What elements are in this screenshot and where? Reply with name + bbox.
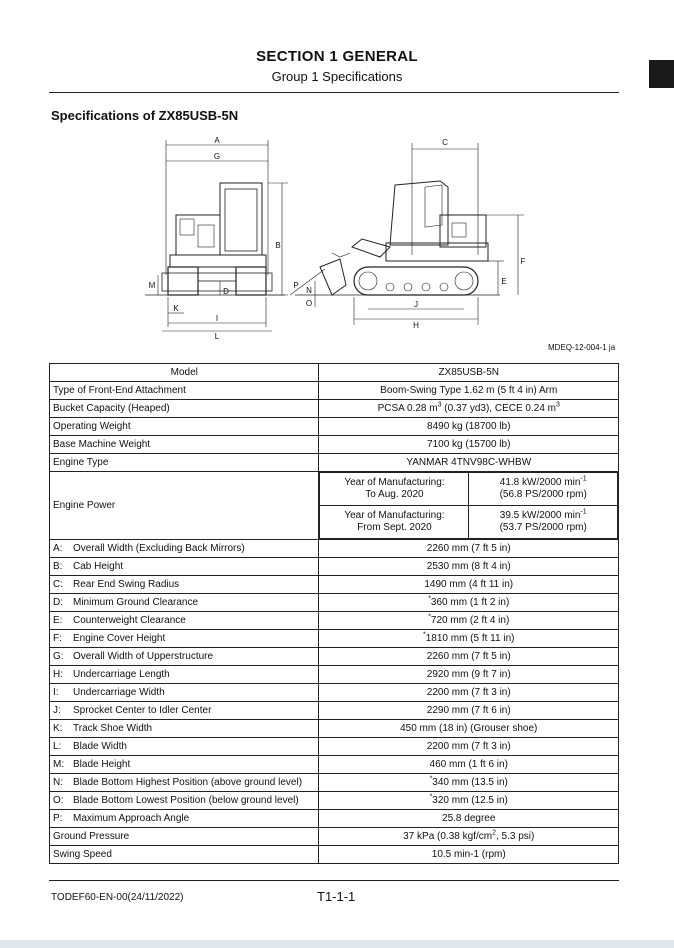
figure-id: MDEQ-12-004-1 ja [548, 343, 616, 352]
table-row: Operating Weight 8490 kg (18700 lb) [50, 418, 619, 436]
table-row: P: Maximum Approach Angle 25.8 degree [50, 810, 619, 828]
engine-power-label: Engine Power [50, 472, 319, 540]
table-row: E: Counterweight Clearance *720 mm (2 ft 4 in) [50, 612, 619, 630]
footer-rule [49, 880, 619, 881]
table-row: H: Undercarriage Length 2920 mm (9 ft 7 in) [50, 666, 619, 684]
page-number: T1-1-1 [317, 889, 356, 904]
viewer-bottom-bar [0, 940, 674, 948]
fig-label-k: K [173, 304, 179, 313]
table-header-row [50, 364, 619, 382]
table-row: Swing Speed 10.5 min-1 (rpm) [50, 846, 619, 864]
table-row: K: Track Shoe Width 450 mm (18 in) (Grouser shoe) [50, 720, 619, 738]
engine-power-row [50, 472, 619, 540]
fig-label-m: M [148, 281, 156, 290]
fig-label-g: G [213, 152, 221, 161]
bucket-capacity-value: PCSA 0.28 $m^3$ (0.37 yd3), CECE 0.24 $m^3$ [319, 400, 619, 418]
table-row: Base Machine Weight 7100 kg (15700 lb) [50, 436, 619, 454]
table-row: G: Overall Width of Upperstructure 2260 mm (7 ft 5 in) [50, 648, 619, 666]
group-title: Group 1 Specifications [271, 69, 403, 84]
header-model: Model [50, 364, 319, 382]
table-row: A: Overall Width (Excluding Back Mirrors) 2260 mm (7 ft 5 in) [50, 540, 619, 558]
table-row: O: Blade Bottom Lowest Position (below ground level) *320 mm (12.5 in) [50, 792, 619, 810]
ground-pressure-value: 37 kPa (0.38 kgf/$cm^2$, 5.3 psi) [319, 828, 619, 846]
engine-period-1: Year of Manufacturing: To Aug. 2020 [320, 473, 469, 506]
fig-label-o: O [305, 299, 313, 308]
doc-id: TODEF60-EN-00(24/11/2022) [51, 892, 184, 903]
fig-label-b: B [275, 241, 281, 250]
fig-label-d: D [223, 287, 229, 296]
engine-power-2: 39.5 kW/2000 $\min^{-1}$ (53.7 PS/2000 rpm) [469, 506, 618, 539]
table-row: F: Engine Cover Height *1810 mm (5 ft 11 in) [50, 630, 619, 648]
fig-label-n: N [306, 286, 312, 295]
excavator-dimension-diagram [140, 135, 540, 345]
header-rule [49, 92, 619, 93]
table-row: J: Sprocket Center to Idler Center 2290 mm (7 ft 6 in) [50, 702, 619, 720]
fig-label-i: I [215, 314, 219, 323]
fig-label-p: P [293, 281, 299, 290]
fig-label-e: E [501, 277, 507, 286]
table-row: I: Undercarriage Width 2200 mm (7 ft 3 in) [50, 684, 619, 702]
header-model-value: ZX85USB-5N [319, 364, 619, 382]
table-row: Type of Front-End Attachment Boom-Swing Type 1.62 m (5 ft 4 in) Arm [50, 382, 619, 400]
table-row: C: Rear End Swing Radius 1490 mm (4 ft 11 in) [50, 576, 619, 594]
table-row: B: Cab Height 2530 mm (8 ft 4 in) [50, 558, 619, 576]
spec-table [49, 363, 619, 864]
fig-label-a: A [214, 136, 220, 145]
table-row: Ground Pressure 37 kPa (0.38 kgf/$cm^2$, 5.3 psi) [50, 828, 619, 846]
table-row: N: Blade Bottom Highest Position (above ground level) *340 mm (13.5 in) [50, 774, 619, 792]
spec-title: Specifications of ZX85USB-5N [51, 108, 239, 123]
dimension-rows [50, 540, 619, 828]
engine-power-1: 41.8 kW/2000 $\min^{-1}$ (56.8 PS/2000 rpm) [469, 473, 618, 506]
fig-label-h: H [413, 321, 419, 330]
section-title: SECTION 1 GENERAL [256, 48, 418, 65]
engine-period-2: Year of Manufacturing: From Sept. 2020 [320, 506, 469, 539]
fig-label-c: C [442, 138, 448, 147]
fig-label-f: F [520, 257, 526, 266]
table-row: Bucket Capacity (Heaped) PCSA 0.28 $m^3$ (0.37 yd3), CECE 0.24 $m^3$ [50, 400, 619, 418]
table-row: Engine Type YANMAR 4TNV98C-WHBW [50, 454, 619, 472]
table-row: D: Minimum Ground Clearance *360 mm (1 ft 2 in) [50, 594, 619, 612]
fig-label-j: J [414, 300, 418, 309]
fig-label-l: L [214, 332, 220, 341]
table-row: M: Blade Height 460 mm (1 ft 6 in) [50, 756, 619, 774]
table-row: L: Blade Width 2200 mm (7 ft 3 in) [50, 738, 619, 756]
